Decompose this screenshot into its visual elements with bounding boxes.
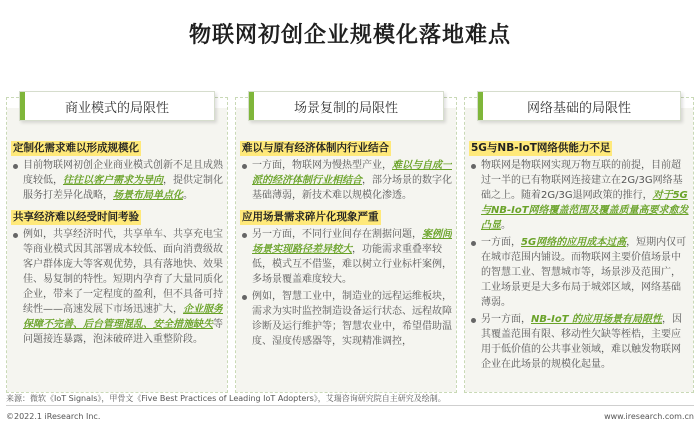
highlight-text: 5G网络的应用成本过高 bbox=[521, 237, 627, 248]
body-text: 。 bbox=[501, 220, 511, 231]
column-body bbox=[11, 136, 223, 388]
highlight-text: 难以与自成一派的经济体制行业相结合 bbox=[252, 160, 452, 186]
body-text: 等问题接连暴露，泡沫破碎进入重整阶段。 bbox=[23, 319, 223, 345]
body-text: 另一方面，不同行业间存在割据问题， bbox=[252, 229, 422, 240]
bullet-icon bbox=[242, 295, 247, 300]
bullet-item bbox=[240, 158, 452, 203]
footer-divider bbox=[6, 405, 694, 406]
body-text: 。 bbox=[183, 190, 193, 201]
body-text: ，功能需求重叠率较低，模式互不借鉴，难以树立行业标杆案例，多场景覆盖难度较大。 bbox=[252, 244, 452, 285]
body-text: ，提供定制化服务打差异化战略， bbox=[23, 175, 223, 201]
bullet-item bbox=[11, 158, 223, 203]
column-header bbox=[477, 91, 681, 121]
header-accent-bar bbox=[249, 92, 254, 120]
bullet-item bbox=[469, 312, 689, 372]
body-text: 目前物联网初创企业商业模式创新不足且成熟度较低， bbox=[23, 160, 223, 186]
page-title: 物联网初创企业规模化落地难点 bbox=[188, 23, 511, 48]
body-text: ，因其覆盖范围有限、移动性欠缺等桎梏，主要应用于低价值的公共事业领域，难以触发物联网企业在此场景的规模化起量。 bbox=[481, 314, 683, 370]
highlight-text: 案例间场景实现路径差异较大 bbox=[252, 229, 452, 255]
section-heading: 难以与原有经济体制内行业结合 bbox=[242, 142, 389, 154]
column-header bbox=[248, 91, 444, 121]
body-text: ，短期内仅可在城市范围内铺设。而物联网主要价值场景中的智慧工业、智慧城市等，场景涉及范围广，工业场景更是大多布局于城郊区域，网络基础薄弱。 bbox=[481, 237, 687, 308]
column-network-foundation bbox=[464, 97, 694, 393]
body-text: 例如，共享经济时代，共享单车、共享充电宝等商业模式因其部署成本较低、面向消费级故客户群体庞大等客观优势，具有落地快、效果佳、易复制的特性。短期内孕育了大量同质化企业，带来了一定程度的盈利，但不具备可持续性——高速发展下市场迅速扩大， bbox=[23, 229, 223, 315]
website-text: www.iresearch.com.cn bbox=[604, 412, 694, 421]
column-business-model bbox=[6, 97, 228, 393]
bullet-item bbox=[469, 158, 689, 233]
column-header bbox=[19, 91, 215, 121]
body-text: 物联网是物联网实现万物互联的前提，目前超过一半的已有物联网连接建立在2G/3G网络基础之上。随着2G/3G退网政策的推行， bbox=[481, 160, 683, 201]
section-heading: 应用场景需求碎片化现象严重 bbox=[242, 211, 379, 223]
source-note: 来源：微软《IoT Signals》，甲骨文《Five Best Practices of Leading IoT Adopters》，艾瑞咨询研究院自主研究及绘制。 bbox=[6, 394, 446, 403]
column-header-label: 网络基础的局限性 bbox=[526, 100, 631, 116]
body-text: 一方面，物联网为慢热型产业， bbox=[252, 160, 392, 171]
highlight-text: 对于5G与NB-IoT网络覆盖范围及覆盖质量高要求愈发凸显 bbox=[481, 190, 689, 231]
bullet-item bbox=[469, 235, 689, 310]
highlight-text: 企业服务保障不完善、后台管理混乱、安全措施缺失 bbox=[23, 304, 223, 330]
bullet-item bbox=[11, 227, 223, 347]
header-accent-bar bbox=[478, 92, 483, 120]
copyright-text: ©2022.1 iResearch Inc. bbox=[6, 412, 101, 421]
bullet-icon bbox=[471, 241, 476, 246]
highlight-text: NB-IoT 的应用场景有局限性 bbox=[531, 314, 663, 325]
column-body bbox=[469, 136, 689, 388]
body-text: 一方面， bbox=[481, 237, 521, 248]
bullet-icon bbox=[13, 233, 18, 238]
column-body bbox=[240, 136, 452, 388]
bullet-icon bbox=[242, 164, 247, 169]
section-heading: 共享经济难以经受时间考验 bbox=[13, 211, 139, 223]
bullet-icon bbox=[242, 233, 247, 238]
body-text: ，部分场景的数字化基础薄弱，新技术难以规模化渗透。 bbox=[252, 175, 452, 201]
bullet-icon bbox=[471, 164, 476, 169]
highlight-text: 场景布局单点化 bbox=[113, 190, 183, 201]
body-text: 另一方面， bbox=[481, 314, 531, 325]
column-header-label: 场景复制的局限性 bbox=[293, 100, 398, 116]
column-header-label: 商业模式的局限性 bbox=[64, 100, 169, 116]
column-scenario-replication bbox=[235, 97, 457, 393]
bullet-item bbox=[240, 227, 452, 287]
body-text: 例如，智慧工业中，制造业的远程运维板块，需求为实时监控制造设备运行状态、远程故障诊断及运行维护等；智慧农业中，希望借助温度、湿度传感器等，实现精准调控， bbox=[252, 291, 452, 347]
section-heading: 5G与NB-IoT网络供能力不足 bbox=[471, 142, 611, 154]
bullet-item bbox=[240, 289, 452, 349]
bullet-icon bbox=[471, 318, 476, 323]
header-accent-bar bbox=[20, 92, 25, 120]
highlight-text: 往往以客户需求为导向 bbox=[63, 175, 163, 186]
section-heading: 定制化需求难以形成规模化 bbox=[13, 142, 139, 154]
bullet-icon bbox=[13, 164, 18, 169]
